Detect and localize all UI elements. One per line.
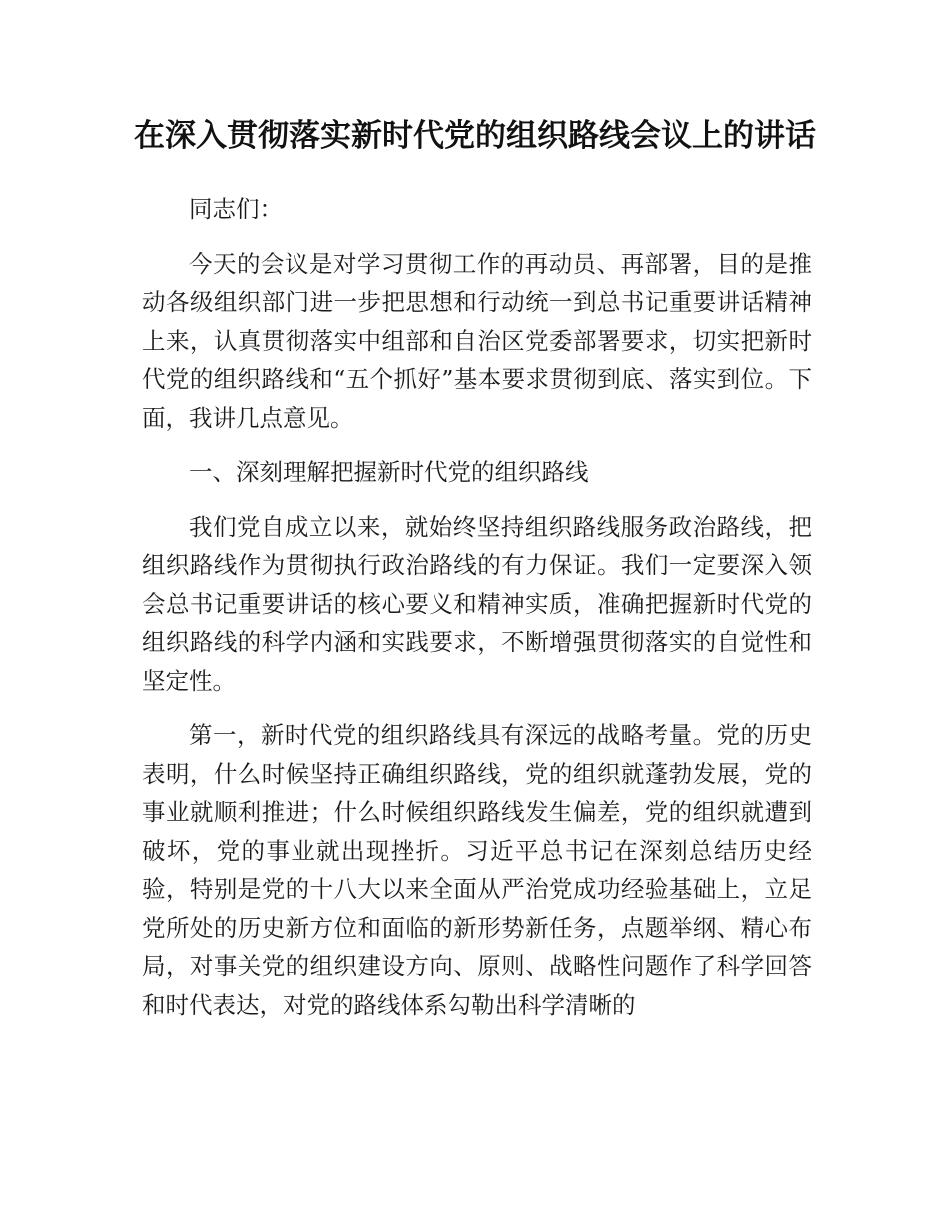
document-title: 在深入贯彻落实新时代党的组织路线会议上的讲话 (134, 118, 816, 154)
paragraph-section-intro: 我们党自成立以来，就始终坚持组织路线服务政治路线，把组织路线作为贯彻执行政治路线的有力保证。我们一定要深入领会总书记重要讲话的核心要义和精神实质，准确把握新时代党的组织路线的科学内涵和实践要求，不断增强贯彻落实的自觉性和坚定性。 (142, 512, 812, 695)
paragraph-first-point: 第一，新时代党的组织路线具有深远的战略考量。党的历史表明，什么时候坚持正确组织路线，党的组织就蓬勃发展，党的事业就顺利推进；什么时候组织路线发生偏差，党的组织就遭到破坏，党的事业就出现挫折。习近平总书记在深刻总结历史经验，特别是党的十八大以来全面从严治党成功经验基础上，立足党所处的历史新方位和面临的新形势新任务，点题举纲、精心布局，对事关党的组织建设方向、原则、战略性问题作了科学回答和时代表达，对党的路线体系勾勒出科学清晰的 (142, 721, 812, 1019)
section-heading: 一、深刻理解把握新时代党的组织路线 (189, 458, 589, 486)
salutation: 同志们： (189, 195, 283, 223)
document-body (142, 190, 812, 1040)
paragraph-intro: 今天的会议是对学习贯彻工作的再动员、再部署，目的是推动各级组织部门进一步把思想和行动统一到总书记重要讲话精神上来，认真贯彻落实中组部和自治区党委部署要求，切实把新时代党的组织路线和“五个抓好”基本要求贯彻到底、落实到位。下面，我讲几点意见。 (142, 249, 812, 432)
